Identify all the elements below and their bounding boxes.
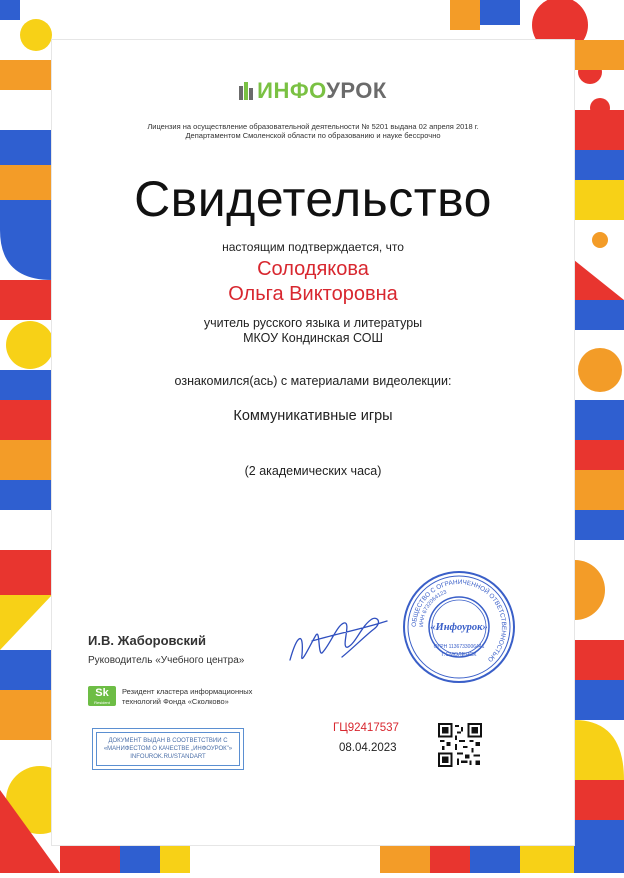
signer-role: Руководитель «Учебного центра»: [88, 655, 245, 666]
skolkovo-logo-main: Sk: [95, 687, 109, 699]
manifest-line-1: ДОКУМЕНТ ВЫДАН В СООТВЕТСТВИИ С: [108, 738, 228, 744]
skolkovo-text-line-1: Резидент кластера информационных: [122, 687, 253, 696]
stamp-center-text: «Инфоурок»: [430, 622, 488, 633]
stamp-city: Г.СМОЛЕНСК: [441, 652, 477, 658]
handwritten-signature: [282, 605, 392, 675]
manifest-line-3: INFOUROK.RU/STANDART: [130, 754, 206, 760]
position-line-2: МКОУ Кондинская СОШ: [243, 331, 383, 345]
academic-hours: (2 академических часа): [244, 464, 382, 478]
certificate-date: 08.04.2023: [339, 742, 397, 754]
skolkovo-logo-sub: Resident: [94, 700, 110, 705]
quality-manifest-inner: [96, 732, 240, 766]
quality-manifest-badge: [92, 728, 244, 770]
infourok-logo: [52, 78, 574, 104]
stamp-inn: ИНН 6732064123: [418, 589, 448, 628]
manifest-line-2: «МАНИФЕСТОМ О КАЧЕСТВЕ „ИНФОУРОК"»: [103, 746, 233, 752]
qr-code-icon: [438, 723, 482, 767]
logo-suffix: УРОК: [326, 78, 387, 103]
logo-prefix: ИНФО: [257, 78, 327, 103]
position-line-1: учитель русского языка и литературы: [203, 316, 423, 330]
skolkovo-logo: [88, 686, 116, 706]
license-line-1: Лицензия на осуществление образовательной деятельности № 5201 выдана 02 апреля 2018 г.: [147, 122, 479, 131]
course-title: Коммуникативные игры: [233, 408, 393, 424]
stamp-ogrn: ОГРН 1136733006441: [433, 644, 485, 650]
signer-name: И.В. Жаборовский: [88, 633, 206, 648]
license-text: [52, 122, 574, 140]
logo-mark-icon: [239, 82, 253, 100]
skolkovo-text-line-2: технологий Фонда «Сколково»: [122, 697, 229, 706]
certificate-title: Свидетельство: [134, 171, 492, 227]
certificate-number: ГЦ92417537: [333, 722, 399, 734]
recipient-given-names: Ольга Викторовна: [228, 283, 398, 305]
certificate-sheet: [52, 40, 574, 845]
confirm-text: настоящим подтверждается, что: [222, 240, 404, 254]
familiar-text: ознакомился(ась) с материалами видеолекции:: [174, 374, 452, 388]
stamp-top-text: ОБЩЕСТВО С ОГРАНИЧЕННОЙ ОТВЕТСТВЕННОСТЬЮ: [410, 578, 508, 663]
recipient-position: [52, 316, 574, 346]
skolkovo-resident-text: [122, 687, 252, 707]
recipient-surname: Солодякова: [257, 258, 369, 280]
official-stamp: [402, 570, 516, 684]
license-line-2: Департаментом Смоленской области по образованию и науке бессрочно: [185, 131, 441, 140]
